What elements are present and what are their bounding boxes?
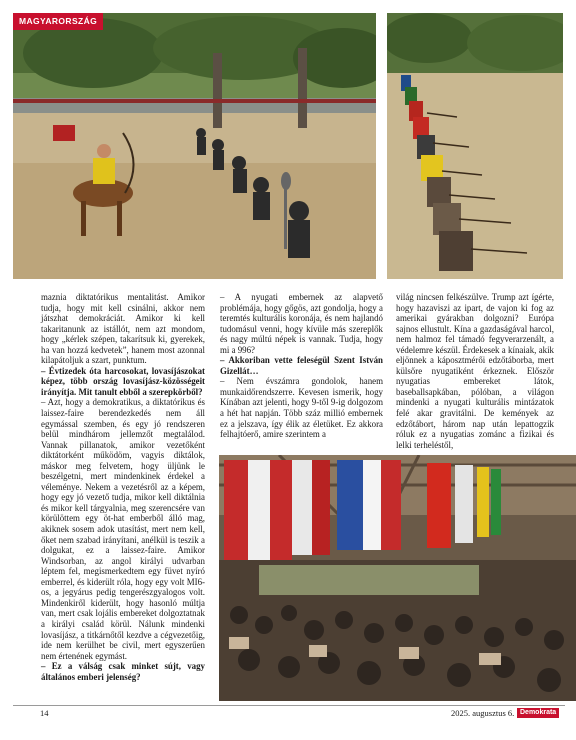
article-column-3 — [396, 292, 554, 450]
page-number: 14 — [40, 708, 49, 718]
brand-logo: Demokrata — [517, 708, 559, 718]
paragraph: – Nem évszámra gondolok, hanem munkaidőrendszerre. Kevesen ismerik, hogy Kínában azt jelenti, hogy 9-től 9-ig dolgozom a hét hat napján. Több száz millió embernek ez a jelszava, így élik az életüket. Ez akkora felhajtóerő, amire szerintem a — [220, 376, 383, 440]
paragraph: világ nincsen felkészülve. Trump azt ígérte, hogy hazaviszi az ipart, de vajon ki fog az amerikai gyárakban dolgozni? Európa sajnos ellustult. Kína a gazdaságával harcol, nem halmoz fel támadó fegyverarzenált, a védelemre készül. Érdekesek a kínaiak, akik eljönnek a káposztmérői edzőtáborba, mert külsőre nyugatiként érkeznek. Először nyugatias embereket látok, baseballsapkában, pólóban, a világon mindenki a nyugati kulturális mintázatok felé akar gravitálni. De kemények az edzőtábort, három nap után lepattogzik róluk ez a nyugatias zománc a fizikai és lelki terheléstől, — [396, 292, 554, 450]
paragraph: maznia diktatórikus mentalitást. Amikor tudja, hogy mit kell csinálni, akkor nem játszhat demokráciát. Amikor ki kell takaritanunk az istállót, nem azt mondom, hogy „kérlek szépen, takarítsuk ki, gyerekek, ha van hozzá kedvetek”, hanem most azonnal kilapátoljuk a szart, punktum. — [41, 292, 205, 366]
article-column-2 — [220, 292, 383, 440]
article-column-1 — [41, 292, 205, 682]
paragraph: – Azt, hogy a demokratikus, a diktatórikus és laissez-faire berendezkedés nem áll egymással szemben, és egy jó rendszeren belül mindhárom jellemzőt megtalálod. Vannak pillanatok, amikor vezetőként diktátorként működöm, vagyis diktálok, máskor meg felvetem, hogy üljünk le beszélgetni, mert mindenkinek érdekel a véleménye. Nekem a vezetésről az a képem, hogy egy jó vezető tudja, mikor kell diktálnia és mikor kell tárgyalnia, meg szerencsére van körülöttem egy öt-hat emberből álló mag, akiknek sosem adok utasítást, mert nem kell, őket nem szabad irányítani, anélkül is teszik a dolgukat, ez a laissez-faire. Amikor Windsorban, az angol királyi udvarban léptem fel, megismerkedtem egy füvet nyíró emberrel, és kiderült róla, hogy egy volt MI6-os, a jegyárus pedig tengerészgyalogos volt. Mindenkiről kiderült, hogy hasonló múltja van, mert csak lojális embereket dolgoztatnak a királyi család körül. Nálunk mindenki lovasíjász, a titkárnőtől kezdve a cégvezetőig, ide nem kerülhet be civil, mert egyszerűen nem értenének egymást. — [41, 397, 205, 661]
photo-archer-line — [387, 13, 563, 279]
photo-horseback-archery — [13, 13, 376, 279]
interview-question: – Évtizedek óta harcosokat, lovasíjászokat képez, több ország lovasíjász-közösségeit irányítja. Mit tanult ebből a szerepkörből? — [41, 365, 205, 397]
section-tag: MAGYARORSZÁG — [13, 13, 103, 30]
photo-arena-flags — [219, 455, 576, 701]
interview-question: – Ez a válság csak minket sújt, vagy általános emberi jelenség? — [41, 661, 205, 682]
paragraph: – A nyugati embernek az alapvető problémája, hogy gőgös, azt gondolja, hogy a teremtés kulturális koronája, és nem hajlandó tudomásul venni, hogy kívüle más szereplők és nagy múltú népek is vannak. Tudja, hogy mi a 996? — [220, 292, 383, 355]
footer-divider — [13, 705, 565, 706]
interview-question: – Akkoriban vette feleségül Szent István Gizellát… — [220, 355, 383, 376]
issue-date: 2025. augusztus 6. — [451, 708, 515, 718]
